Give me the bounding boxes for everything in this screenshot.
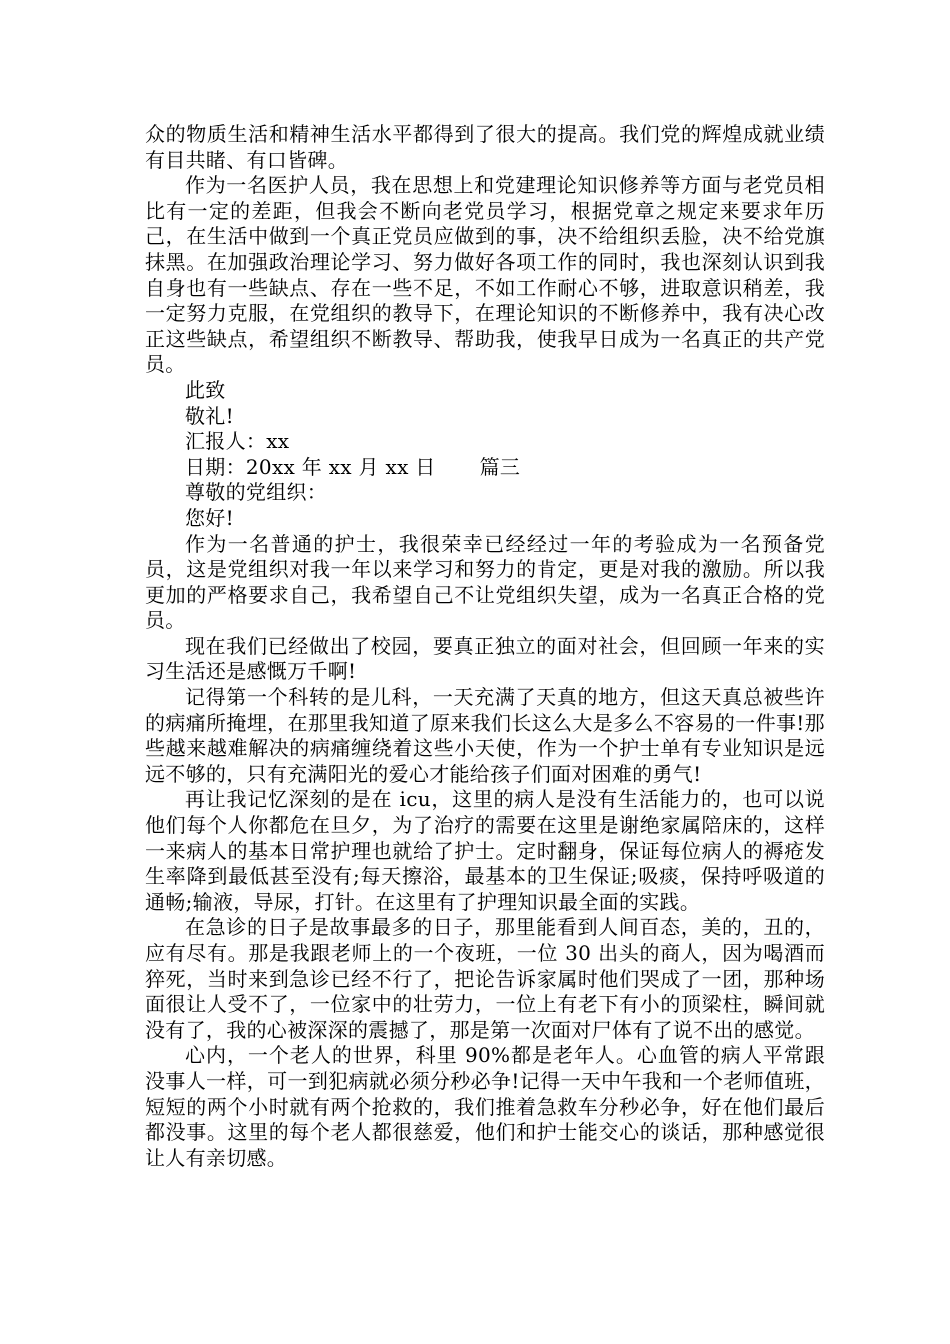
section-heading: 篇三 <box>479 454 521 479</box>
reporter-line: 汇报人：xx <box>185 429 290 454</box>
document-body <box>145 122 825 1171</box>
greeting-recipient: 尊敬的党组织： <box>185 480 328 505</box>
paragraph-emergency: 在急诊的日子是故事最多的日子，那里能看到人间百态，美的，丑的，应有尽有。那是我跟老师上的一个夜班，一位 30 出头的商人，因为喝酒而猝死，当时来到急诊已经不行了，把论告诉家属时他们哭成了一团，那种场面很让人受不了，一位家中的壮劳力，一位上有老下有小的顶梁柱，瞬间就没有了，我的心被深深的震撼了，那是第一次面对尸体有了说不出的感觉。 <box>145 915 825 1042</box>
greeting-hello: 您好! <box>185 505 234 530</box>
paragraph-cardiology: 心内，一个老人的世界，科里 90%都是老年人。心血管的病人平常跟没事人一样，可一到犯病就必须分秒必争!记得一天中午我和一个老师值班，短短的两个小时就有两个抢救的，我们推着急救车分秒必争，好在他们最后都没事。这里的每个老人都很慈爱，他们和护士能交心的谈话，那种感觉很让人有亲切感。 <box>145 1043 825 1170</box>
paragraph-pediatrics: 记得第一个科转的是儿科，一天充满了天真的地方，但这天真总被些许的病痛所掩埋，在那里我知道了原来我们长这么大是多么不容易的一件事!那些越来越难解决的病痛缠绕着这些小天使，作为一个护士单有专业知识是远远不够的，只有充满阳光的爱心才能给孩子们面对困难的勇气! <box>145 685 825 786</box>
paragraph-introduction: 作为一名普通的护士，我很荣幸已经经过一年的考验成为一名预备党员，这是党组织对我一年以来学习和努力的肯定，更是对我的激励。所以我更加的严格要求自己，我希望自己不让党组织失望，成为一名真正合格的党员。 <box>145 531 825 633</box>
closing-respect: 敬礼! <box>185 403 234 428</box>
paragraph-continuation: 众的物质生活和精神生活水平都得到了很大的提高。我们党的辉煌成就业绩有目共睹、有口皆碑。 <box>145 122 825 172</box>
paragraph-reflection: 现在我们已经做出了校园，要真正独立的面对社会，但回顾一年来的实习生活还是感慨万千啊! <box>145 633 825 684</box>
date-line <box>145 455 825 481</box>
paragraph-icu: 再让我记忆深刻的是在 icu，这里的病人是没有生活能力的，也可以说他们每个人你都危在旦夕，为了治疗的需要在这里是谢绝家属陪床的，这样一来病人的基本日常护理也就给了护士。定时翻身，保证每位病人的褥疮发生率降到最低甚至没有;每天擦浴，最基本的卫生保证;吸痰，保持呼吸道的通畅;输液，导尿，打针。在这里有了护理知识最全面的实践。 <box>145 787 825 914</box>
paragraph-self-reflection: 作为一名医护人员，我在思想上和党建理论知识修养等方面与老党员相比有一定的差距，但我会不断向老党员学习，根据党章之规定来要求年历己，在生活中做到一个真正党员应做到的事，决不给组织丢脸，决不给党旗抹黑。在加强政治理论学习、努力做好各项工作的同时，我也深刻认识到我自身也有一些缺点、存在一些不足，不如工作耐心不够，进取意识稍差，我一定努力克服，在党组织的教导下，在理论知识的不断修养中，我有决心改正这些缺点，希望组织不断教导、帮助我，使我早日成为一名真正的共产党员。 <box>145 173 825 377</box>
closing-salutation: 此致 <box>185 377 226 402</box>
date-text: 日期：20xx 年 xx 月 xx 日 <box>185 454 436 479</box>
